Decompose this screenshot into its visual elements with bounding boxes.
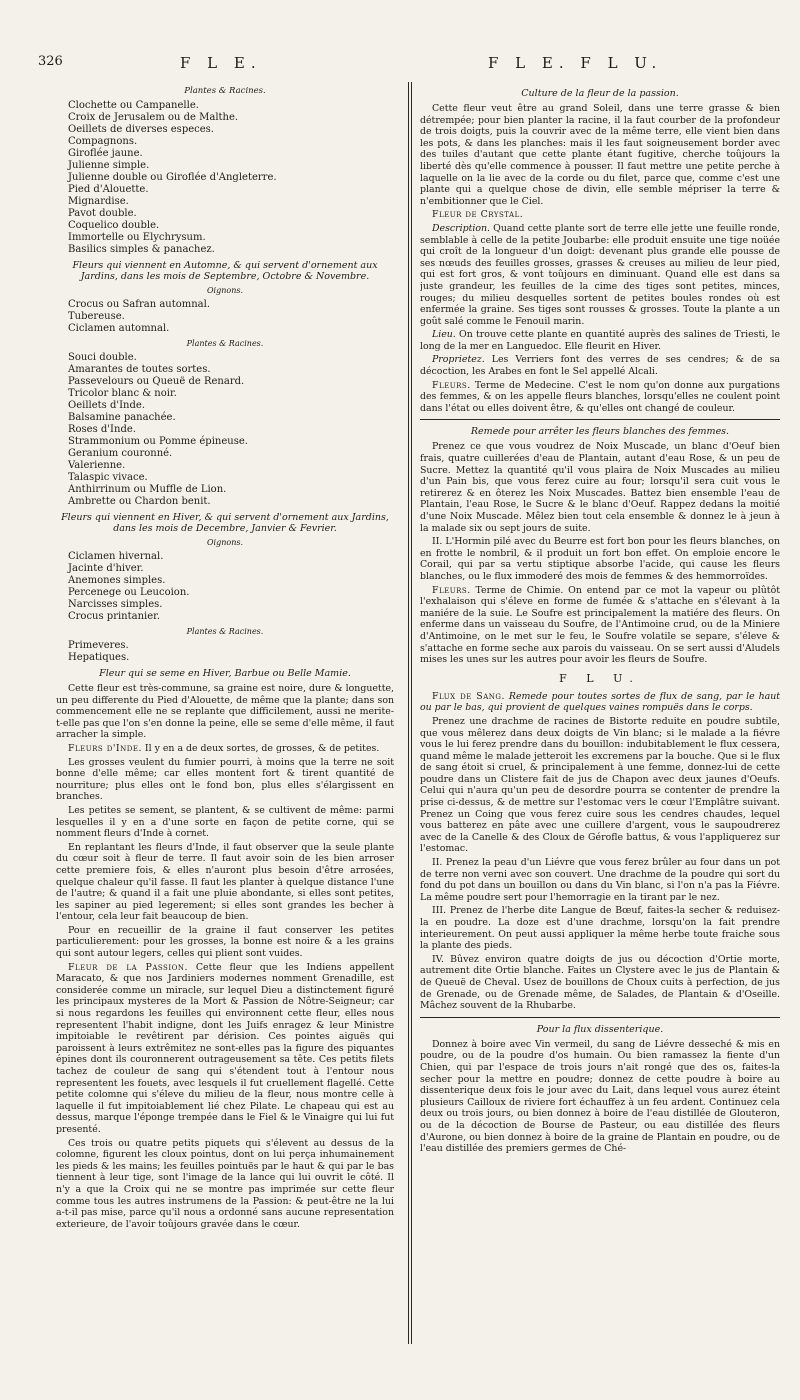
flower-list [68,299,394,335]
section-heading: Pour la flux dissenterique. [536,1023,664,1035]
entry-text: On trouve cette plante en quantité auprès des salines de Triesti, le long de la mer en Languedoc. Elle fleurit en Hiver. [420,329,780,352]
paragraph: Les grosses veulent du fumier pourri, à moins que la terre ne soit bonne d'elle même; car elles montent fort & tirent quantité de nourriture; plus elles ont le fond bon, plus elles s'élargissent en branches. [56,756,394,803]
flower-list [68,640,394,664]
list-item: Ciclamen automnal. [68,323,170,334]
flower-list [68,352,394,508]
paragraph: IV. Bûvez environ quatre doigts de jus ou décoction d'Ortie morte, autrement dite Ortie blanche. Faites un Clystere avec le jus de Plantain & de Queuë de Cheval. Usez de bouillons de Choux cuits à perfection, de jus de Grenade, ou de Grenade même, de Salades, de Plantain & d'Oseille. Mâchez souvent de la Rhubarbe. [420,953,780,1012]
list-item: Oeillets d'Inde. [68,400,145,411]
lead-term: Description. [432,222,491,234]
list-item: Julienne simple. [68,160,150,171]
list-item: Percenege ou Leucoion. [68,587,190,598]
section-heading: Fleurs qui viennent en Hiver, & qui servent d'ornement aux Jardins, dans les mois de Decembre, Janvier & Fevrier. [61,512,389,534]
left-column [56,84,394,1374]
paragraph: Prenez ce que vous voudrez de Noix Muscade, un blanc d'Oeuf bien frais, quatre cuillerées d'eau de Plantain, autant d'eau Rose, & un peu de Sucre. Mettez la quantité qu'il vous plaira de Noix Muscades au milieu d'un Pain bis, que vous ferez cuire au four; lorsqu'il sera cuit vous le retirerez & en ôterez les Noix Muscades. Battez bien ensemble l'eau de Plantain, l'eau Rose, le Sucre & le blanc d'Oeuf. Rappez dedans la moitié d'une Noix Muscade. Mêlez bien tout cela ensemble & donnez le à jeun à la malade six ou sept jours de suite. [420,441,780,534]
list-item: Crocus printanier. [68,611,161,622]
list-item: Amarantes de toutes sortes. [68,364,211,375]
section-heading: Fleur qui se seme en Hiver, Barbue ou Belle Mamie. [99,668,351,679]
paragraph: Prenez une drachme de racines de Bistorte reduite en poudre subtile, que vous mêlerez dans deux doigts de Vin blanc; si le malade a la fiévre vous le lui ferez prendre dans du bouillon: indubitablement le flux cessera, quand même le malade jetteroit les excremens par la bouche. Que si le flux de sang étoit si cruel, & principalement à une femme, donnez-lui de cette poudre dans un Clistere fait de jus de Chapon avec deux jaunes d'Oeufs. Celui qui n'aura qu'un peu de desordre pourra se contenter de prendre la prise ci-dessus, & de mettre sur l'estomac vers le cœur l'Emplâtre suivant. Prenez un Coing que vous ferez cuire sous les cendres chaudes, lequel vous batterez en pâte avec une cuillere d'argent, vous le saupoudrerez avec de la Canelle & des Cloux de Gérofle battus, & vous l'appliquerez sur l'estomac. [420,715,780,855]
section-heading: Culture de la fleur de la passion. [521,88,679,99]
list-item: Narcisses simples. [68,599,163,610]
paragraph: Cette fleur veut être au grand Soleil, dans une terre grasse & bien détrempée; pour bien planter la racine, il la faut courber de la profondeur de trois doigts, puis la couvrir avec de la même terre, elle vient bien dans les pots, & dans les planches: mais il les faut soigneusement border avec des tuiles d'autant que cette plante étant fugitive, cherche toûjours la liberté dès qu'elle commence à pousser. Il faut mettre une petite perche à laquelle on la lie avec de la corde ou du filet, parce que, comme c'est une plante qui a quelque chose de divin, elle semble mépriser la terre & n'embitionner que le Ciel. [420,103,780,207]
paragraph: II. L'Hormin pilé avec du Beurre est fort bon pour les fleurs blanches, on en frotte le nombril, & il produit un fort bon effet. On emploie encore le Corail, qui par sa vertu stiptique absorbe l'acide, qui cause les fleurs blanches, ou le flux immoderé des mois de femmes & des hemmorroïdes. [420,536,780,582]
paragraph: Pour en recueillir de la graine il faut conserver les petites particulierement: pour les grosses, la bonne est noire & a les grains qui sont autour legers, celles qui plient sont vuides. [56,924,394,960]
list-item: Geranium couronné. [68,448,173,459]
list-item: Passevelours ou Queuë de Renard. [68,376,245,387]
list-item: Ciclamen hivernal. [68,551,164,562]
paragraph [56,962,394,1136]
paragraph [420,691,780,714]
entry-text: Il y en a de deux sortes, de grosses, & de petites. [141,742,380,754]
section-heading: Fleurs qui viennent en Automne, & qui servent d'ornement aux Jardins, dans les mois de Septembre, Octobre & Novembre. [72,260,378,282]
list-item: Roses d'Inde. [68,424,136,435]
paragraph: En replantant les fleurs d'Inde, il faut observer que la seule plante du cœur soit à fleur de terre. Il faut avoir soin de les bien arroser cette premiere fois, & elles n'auront plus besoin d'être arrosées, quelque chaleur qu'il fasse. Il faut les planter à quelque distance l'une de l'autre; & quand il a fait une pluie abondante, si elles sont petites, les sapiner au pied legerement; si elles sont grandes les becher à l'entour, cela leur fait beaucoup de bien. [56,841,394,923]
entry-term: Fleur de Crystal. [432,209,524,221]
list-item: Talaspic vivace. [68,472,148,483]
flower-list [68,551,394,623]
entry-term: Flux de Sang. [432,690,505,702]
entry-text: Quand cette plante sort de terre elle jette une feuille ronde, semblable à celle de la petite Joubarbe: elle produit ensuite une tige noüée qui croît de la longueur d'un doigt: devenant plus grande elle pousse de ses nœuds des feuilles grosses, grasses & creuses au milieu de leur pied, qui est fort gros, & vont toûjours en diminuant. Quand elle est dans sa juste grandeur, les feuilles de la cime des tiges sont petites, minces, rouges; du milieu desquelles sortent de petites boules rondes où est enfermée la graine. Ses tiges sont rousses & grosses. Toute la plante a un goût salé comme le Fenouil marin. [420,222,780,327]
list-item: Jacinte d'hiver. [68,563,144,574]
list-item: Tricolor blanc & noir. [68,388,177,399]
list-item: Strammonium ou Pomme épineuse. [68,436,248,447]
left-running-head: F L E. [180,54,262,72]
lead-term: Remede pour toutes sortes de flux de sang, par le haut ou par le bas, qui provient de quelques vaines rompuës dans le corps. [420,690,780,714]
list-item: Giroflée jaune. [68,148,143,159]
list-item: Clochette ou Campanelle. [68,100,199,111]
list-item: Mignardise. [68,196,129,207]
subheading: Plantes & Racines. [186,339,264,348]
list-item: Julienne double ou Giroflée d'Angleterre. [68,172,277,183]
divider [420,1017,780,1018]
list-item: Compagnons. [68,136,138,147]
list-item: Pied d'Alouette. [68,184,149,195]
paragraph: Ces trois ou quatre petits piquets qui s'élevent au dessus de la colomne, figurent les cloux pointus, dont on lui perça inhumainement les pieds & les mains; les feuilles pointuës par le haut & qui par le bas tiennent à leur tige, sont l'image de la lance qui lui ouvrit le côté. Il n'y a que la Croix qui ne se montre pas imprimée sur cette fleur comme tous les autres instrumens de la Passion: & peut-être ne la lui a-t-il pas mise, parce qu'il nous a ordonné sans aucune representation exterieure, de l'avoir toûjours gravée dans le cœur. [56,1137,394,1230]
section-heading: Remede pour arrêter les fleurs blanches des femmes. [470,426,730,438]
paragraph: Cette fleur est très-commune, sa graine est noire, dure & longuette, un peu differente du Pied d'Alouette, de même que la plante; dans son commencement elle ne se replante que difficilement, aussi ne merite-t-elle pas que l'on s'en donne la peine, elle se seme d'elle même, il faut arracher la simple. [56,683,394,741]
paragraph [420,223,780,327]
list-item: Balsamine panachée. [68,412,176,423]
page-header [0,54,800,74]
entry-text: Terme de Chimie. On entend par ce mot la vapeur ou plûtôt l'exhalaison qui s'éleve en forme de fumée & s'attache en s'élevant à la maniére de la suie. Le Soufre est principalement la matiére des fleurs. On enferme dans un vaisseau du Soufre, de l'Antimoine crud, ou de la Miniere d'Antimoine, on le met sur le feu, le Soufre volatile se separe, s'éleve & s'attache en forme seche aux parois du vaisseau. On se sert aussi d'Aludels mises les unes sur les autres pour avoir les fleurs de Soufre. [420,584,780,666]
entry-text: Cette fleur que les Indiens appellent Maracato, & que nos Jardiniers modernes nomment Grenadille, est considerée comme un miracle, sur lequel Dieu a distinctement figuré les principaux mysteres de la Mort & Passion de Nôtre-Seigneur; car si nous regardons les feuilles qui environnent cette fleur, elles nous representent l'habit indigne, dont les Juifs enragez & leur Ministre impitoiable le revêtirent par dérision. Ces pointes aiguës qui paroissent à leurs extrêmitez ne sont-elles pas la figure des piquantes épines dont ils couronnerent outrageusement sa tête. Ces petits filets tachez de couleur de sang qui s'étendent tout à l'entour nous representent les fouets, avec lesquels il fut cruellement flagellé. Cette petite colomne qui s'éleve du milieu de la fleur, nous montre celle à laquelle il fut impitoiablement lié chez Pilate. Le chapeau qui est au dessus, marque l'éponge trempée dans le Fiel & le Vinaigre qui lui fut presenté. [56,961,394,1135]
right-column [420,84,780,1374]
list-item: Pavot double. [68,208,137,219]
entry-term: Fleurs d'Inde. [68,742,142,754]
entry-term: Fleur de la Passion. [68,961,188,973]
entry-term: Fleurs. [432,584,471,596]
list-item: Valerienne. [68,460,126,471]
subheading: Plantes & Racines. [186,627,264,636]
paragraph [420,209,780,221]
paragraph: Les petites se sement, se plantent, & se cultivent de même: parmi lesquelles il y en a d'une sorte en façon de petite corne, qui se nomment fleurs d'Inde à cornet. [56,804,394,840]
column-rule-inner [411,82,412,1344]
column-rule [408,82,409,1344]
divider [420,419,780,420]
subheading: Oignons. [206,538,243,547]
subheading: Oignons. [206,286,243,295]
paragraph [420,380,780,415]
list-item: Hepatiques. [68,652,130,663]
right-running-head: F L E. F L U. [488,54,663,72]
entry-text: Les Verriers font des verres de ses cendres; & de sa décoction, les Arabes en font le Sel appellé Alcali. [420,354,780,378]
paragraph [56,743,394,755]
paragraph: Donnez à boire avec Vin vermeil, du sang de Liévre desseché & mis en poudre, ou de la poudre d'os humain. Ou bien ramassez la fiente d'un Chien, qui par l'espace de trois jours n'ait rongé que des os, faites-la secher pour la mettre en poudre; donnez de cette poudre à boire au dissenterique deux fois le jour avec du Lait, dans lequel vous aurez éteint plusieurs Cailloux de riviere fort échauffez à un feu ardent. Continuez cela deux ou trois jours, ou bien donnez à boire de l'eau distillée de Glouteron, ou de la décoction de Bourse de Pasteur, ou eau distillée des fleurs d'Aurone, ou bien donnez à boire de la graine de Plantain en poudre, ou de l'eau distillée des premiers germes de Ché- [420,1038,780,1155]
lead-term: Proprietez. [432,354,485,366]
list-item: Oeillets de diverses especes. [68,124,214,135]
paragraph [420,329,780,352]
paragraph [420,354,780,377]
paragraph: II. Prenez la peau d'un Liévre que vous ferez brûler au four dans un pot de terre non verni avec son couvert. Une drachme de la poudre qui sort du fond du pot dans un bouillon ou dans du Vin blanc, si l'on n'a pas la Fiévre. La même poudre sert pour l'hemorragie en la tirant par le nez. [420,857,780,903]
paragraph: III. Prenez de l'herbe dite Langue de Bœuf, faites-la secher & reduisez-la en poudre. La doze est d'une drachme, lorsqu'on la fait prendre interieurement. On peut aussi appliquer la même herbe toute fraiche sous la plante des pieds. [420,905,780,952]
flower-list [68,100,394,256]
list-item: Basilics simples & panachez. [68,244,215,255]
list-item: Anthirrinum ou Muffle de Lion. [68,484,227,495]
page-number: 326 [38,54,63,69]
list-item: Crocus ou Safran automnal. [68,299,211,310]
list-item: Coquelico double. [68,220,160,231]
list-item: Immortelle ou Elychrysum. [68,232,206,243]
entry-text: Terme de Medecine. C'est le nom qu'on donne aux purgations des femmes, & on les appelle fleurs blanches, lorsqu'elles ne coulent point dans l'état ou elles doivent être, & qu'elles ont changé de couleur. [420,379,780,414]
list-item: Ambrette ou Chardon benit. [68,496,211,507]
subheading: Plantes & Racines. [184,86,266,96]
entry-term: Fleurs. [432,379,471,391]
list-item: Croix de Jerusalem ou de Malthe. [68,112,239,123]
list-item: Souci double. [68,352,137,363]
paragraph [420,585,780,666]
lead-term: Lieu. [432,329,456,341]
list-item: Tubereuse. [68,311,125,322]
list-item: Primeveres. [68,640,129,651]
section-letters: F L U. [559,671,641,685]
list-item: Anemones simples. [68,575,166,586]
